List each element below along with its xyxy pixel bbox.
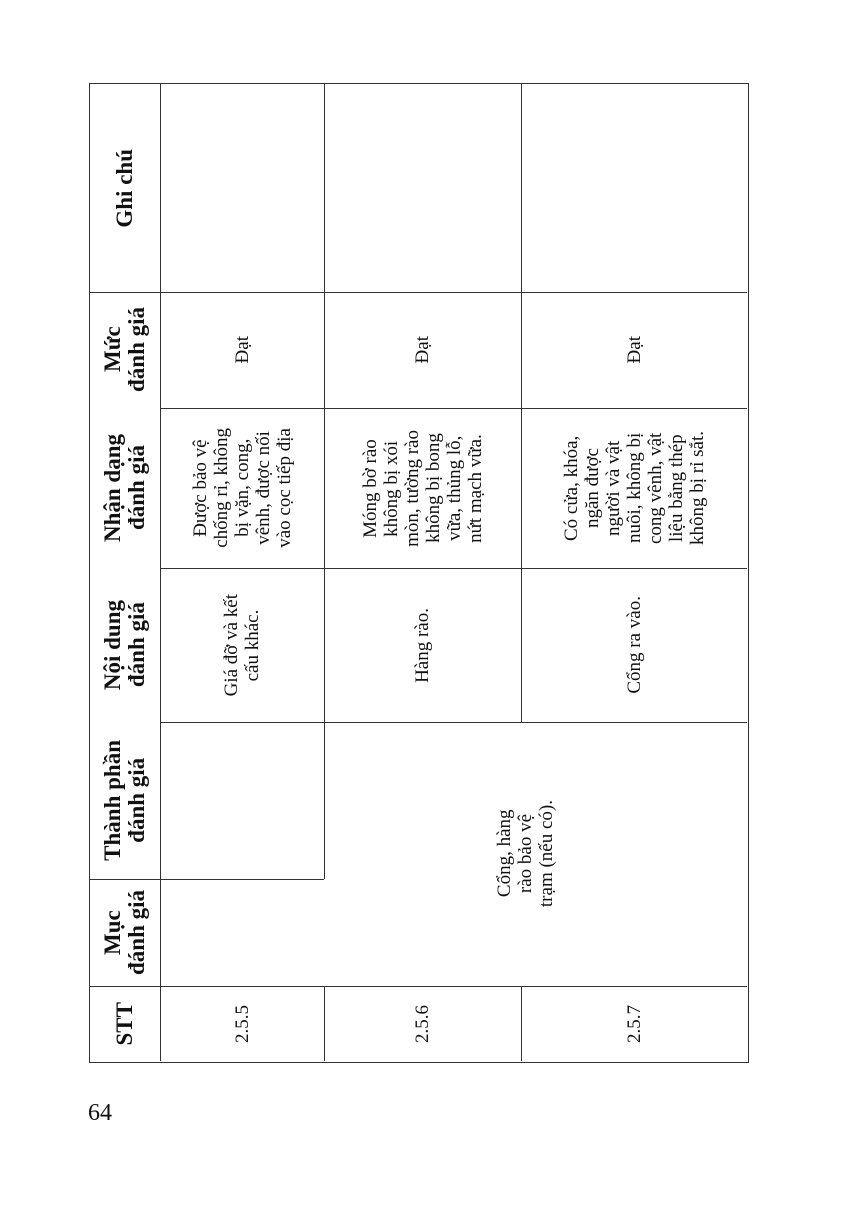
header-muc-do-cell	[90, 292, 160, 408]
group-component-cell	[470, 722, 580, 986]
row-3-noi-dung-cell	[521, 568, 747, 722]
row-2-muc-do: Đạt	[412, 336, 433, 364]
row-1-muc-do: Đạt	[231, 336, 253, 364]
page-number: 64	[88, 1100, 112, 1126]
assessment-table	[89, 83, 749, 1063]
row-1-noi-dung-cell	[160, 568, 324, 722]
row-3-muc-do-cell	[521, 292, 747, 408]
divider	[160, 722, 747, 723]
row-2-noi-dung-cell	[324, 568, 521, 722]
row-2-nhan-dang-cell	[324, 408, 521, 568]
row-1-stt-cell	[160, 986, 324, 1061]
header-noi-dung: Nội dung đánh giá	[100, 599, 149, 691]
row-2-nhan-dang: Móng bờ rào không bị xói mòn, tường rào không bị bong vữa, thủng lỗ, nứt mạch vữa.	[359, 429, 486, 547]
row-1-noi-dung: Giá đỡ và kết cấu khác.	[221, 593, 263, 697]
divider	[160, 879, 324, 880]
row-2-stt-cell	[324, 986, 521, 1061]
header-ghi-chu: Ghi chú	[112, 148, 137, 228]
row-1-stt: 2.5.5	[231, 1004, 253, 1043]
header-stt-cell	[90, 986, 160, 1061]
row-2-stt: 2.5.6	[412, 1004, 433, 1043]
header-nhan-dang-cell	[90, 408, 160, 568]
row-2-muc-do-cell	[324, 292, 521, 408]
group-component: Cổng, hàng rào bảo vệ trạm (nếu có).	[493, 800, 557, 908]
header-muc-cell	[90, 879, 160, 986]
header-muc-do: Mức đánh giá	[100, 307, 149, 393]
header-thanh-phan: Thành phần đánh giá	[100, 740, 149, 861]
row-1-nhan-dang: Được bảo vệ chống rỉ, không bị vặn, cong, vênh, được nối vào cọc tiếp địa	[189, 428, 295, 548]
header-muc: Mục đánh giá	[100, 889, 149, 975]
row-1-muc-do-cell	[160, 292, 324, 408]
row-3-stt-cell	[521, 986, 747, 1061]
header-noi-dung-cell	[90, 568, 160, 722]
header-stt: STT	[112, 1001, 137, 1046]
row-3-muc-do: Đạt	[623, 336, 645, 364]
header-nhan-dang: Nhận dạng đánh giá	[100, 433, 149, 543]
header-thanh-phan-cell	[90, 722, 160, 879]
row-3-nhan-dang-cell	[521, 408, 747, 568]
row-3-stt: 2.5.7	[623, 1004, 645, 1043]
header-ghi-chu-cell	[90, 84, 160, 292]
row-3-nhan-dang: Có cửa, khóa, ngăn được người và vật nuôi, không bị cong vênh, vật liệu bằng thép không bị rỉ sắt.	[560, 431, 708, 545]
row-1-nhan-dang-cell	[160, 408, 324, 568]
row-3-noi-dung: Cổng ra vào.	[623, 596, 645, 694]
row-2-noi-dung: Hàng rào.	[412, 607, 433, 683]
